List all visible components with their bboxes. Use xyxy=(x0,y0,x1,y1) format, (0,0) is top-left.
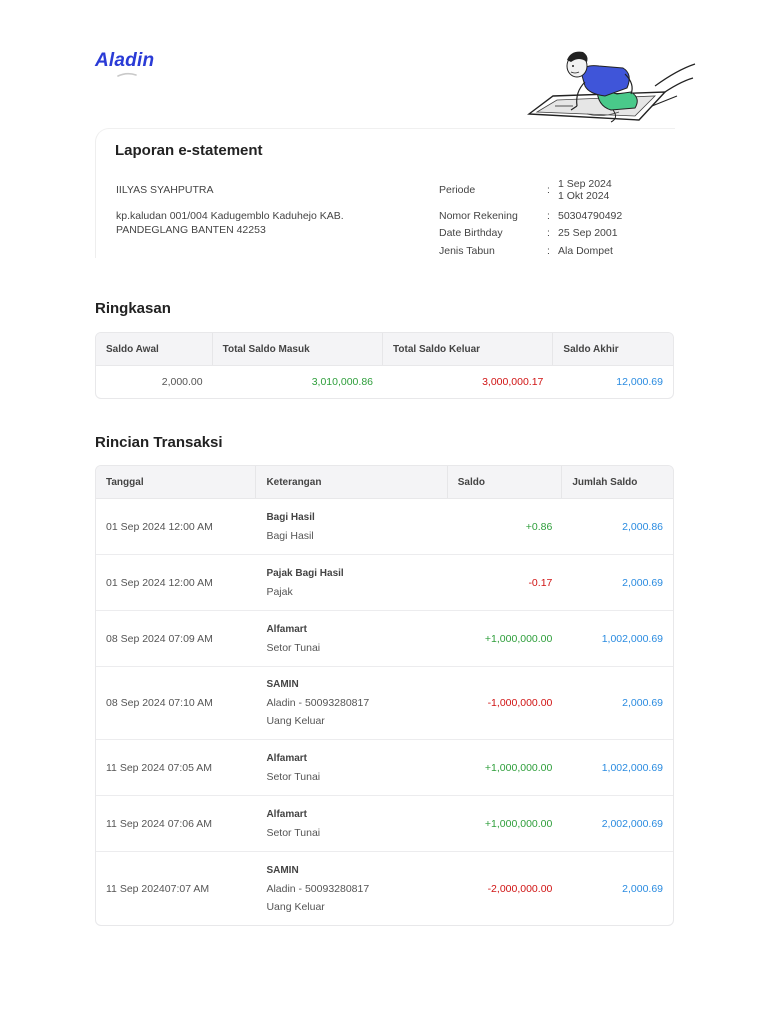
tx-date: 08 Sep 2024 07:09 AM xyxy=(106,632,213,645)
summary-table-header xyxy=(96,333,673,366)
tx-description-title: Bagi Hasil xyxy=(266,511,315,523)
tx-description xyxy=(256,750,447,786)
meta-value-periode xyxy=(558,178,612,202)
table-row xyxy=(96,667,673,740)
meta-value-jenis-tabun: Ala Dompet xyxy=(558,245,613,257)
tx-date: 11 Sep 2024 07:05 AM xyxy=(106,761,213,774)
tx-description xyxy=(256,509,447,545)
periode-start: 1 Sep 2024 xyxy=(558,178,612,190)
tx-balance: 1,002,000.69 xyxy=(601,632,664,645)
tx-balance: 2,002,000.69 xyxy=(601,817,664,830)
tx-amount: +1,000,000.00 xyxy=(484,817,553,830)
tx-description-line: Aladin - 50093280817 xyxy=(266,882,370,895)
tx-header-keterangan: Keterangan xyxy=(256,466,447,498)
table-row xyxy=(96,740,673,796)
tx-description-line: Aladin - 50093280817 xyxy=(266,697,370,709)
meta-colon: : xyxy=(547,227,550,239)
statement-title: Laporan e-statement xyxy=(115,142,263,159)
summary-saldo-awal: 2,000.00 xyxy=(161,376,203,388)
tx-description-title: Alfamart xyxy=(266,808,308,820)
tx-date: 01 Sep 2024 12:00 AM xyxy=(106,576,213,589)
table-row xyxy=(96,499,673,555)
tx-amount: +0.86 xyxy=(525,520,553,533)
table-row xyxy=(96,852,673,925)
table-row xyxy=(96,796,673,852)
tx-amount: +1,000,000.00 xyxy=(484,632,553,645)
summary-table xyxy=(95,332,674,399)
tx-balance: 2,000.69 xyxy=(622,697,664,709)
statement-info-card xyxy=(95,128,675,258)
tx-description xyxy=(256,806,447,842)
tx-description xyxy=(256,862,447,916)
summary-header-total-masuk: Total Saldo Masuk xyxy=(213,333,383,365)
tx-description-line: Pajak xyxy=(266,585,293,598)
summary-section-title: Ringkasan xyxy=(95,300,171,317)
tx-balance: 2,000.69 xyxy=(622,882,664,895)
summary-header-saldo-awal: Saldo Awal xyxy=(96,333,213,365)
tx-description-line: Uang Keluar xyxy=(266,900,325,913)
tx-balance: 2,000.86 xyxy=(622,520,664,533)
transactions-section-title: Rincian Transaksi xyxy=(95,434,223,451)
flying-carpet-illustration xyxy=(527,48,697,132)
table-row xyxy=(96,555,673,611)
tx-date: 11 Sep 202407:07 AM xyxy=(106,882,210,895)
tx-balance: 2,000.69 xyxy=(622,576,664,589)
tx-description-title: Alfamart xyxy=(266,752,308,764)
summary-header-saldo-akhir: Saldo Akhir xyxy=(563,343,619,355)
meta-colon: : xyxy=(547,245,550,257)
summary-saldo-akhir: 12,000.69 xyxy=(616,376,663,388)
customer-address: kp.kaludan 001/004 Kadugemblo Kaduhejo KAB. PANDEGLANG BANTEN 42253 xyxy=(116,210,344,236)
tx-date: 08 Sep 2024 07:10 AM xyxy=(106,697,213,709)
tx-amount: +1,000,000.00 xyxy=(484,761,553,774)
aladin-logo xyxy=(95,50,165,80)
tx-date: 11 Sep 2024 07:06 AM xyxy=(106,817,213,830)
transactions-table-header xyxy=(96,466,673,499)
tx-header-saldo: Saldo xyxy=(448,466,563,498)
tx-description xyxy=(256,565,447,601)
summary-total-keluar: 3,000,000.17 xyxy=(482,376,544,388)
tx-description-title: SAMIN xyxy=(266,864,299,876)
meta-value-birthday: 25 Sep 2001 xyxy=(558,227,618,239)
table-row xyxy=(96,611,673,667)
tx-header-tanggal: Tanggal xyxy=(96,466,256,498)
tx-description xyxy=(256,676,447,730)
meta-label-periode: Periode xyxy=(439,184,476,196)
tx-description-title: Alfamart xyxy=(266,623,308,635)
tx-description-line: Uang Keluar xyxy=(266,715,325,727)
meta-label-rekening: Nomor Rekening xyxy=(439,210,518,222)
transactions-table xyxy=(95,465,674,926)
periode-end: 1 Okt 2024 xyxy=(558,190,610,202)
tx-description-title: SAMIN xyxy=(266,679,299,690)
tx-amount: -1,000,000.00 xyxy=(487,697,553,709)
transactions-body xyxy=(96,499,673,925)
tx-balance: 1,002,000.69 xyxy=(601,761,664,774)
meta-colon: : xyxy=(547,184,550,196)
meta-value-rekening: 50304790492 xyxy=(558,210,623,222)
tx-amount: -0.17 xyxy=(528,576,553,589)
summary-total-masuk: 3,010,000.86 xyxy=(311,376,373,388)
customer-name: IILYAS SYAHPUTRA xyxy=(116,184,214,196)
tx-description-line: Setor Tunai xyxy=(266,641,321,654)
meta-label-birthday: Date Birthday xyxy=(439,227,503,239)
meta-label-jenis-tabun: Jenis Tabun xyxy=(439,245,495,257)
tx-description-line: Bagi Hasil xyxy=(266,529,314,542)
tx-description-line: Setor Tunai xyxy=(266,770,321,783)
tx-amount: -2,000,000.00 xyxy=(487,882,553,895)
summary-row xyxy=(96,366,673,398)
tx-description-line: Setor Tunai xyxy=(266,826,321,839)
tx-description-title: Pajak Bagi Hasil xyxy=(266,567,344,579)
logo-swoosh-icon xyxy=(117,72,137,78)
summary-header-total-keluar: Total Saldo Keluar xyxy=(383,333,553,365)
meta-colon: : xyxy=(547,210,550,222)
tx-header-jumlah-saldo: Jumlah Saldo xyxy=(572,476,638,488)
tx-date: 01 Sep 2024 12:00 AM xyxy=(106,520,213,533)
tx-description xyxy=(256,621,447,657)
logo-text: Aladin xyxy=(95,50,155,71)
